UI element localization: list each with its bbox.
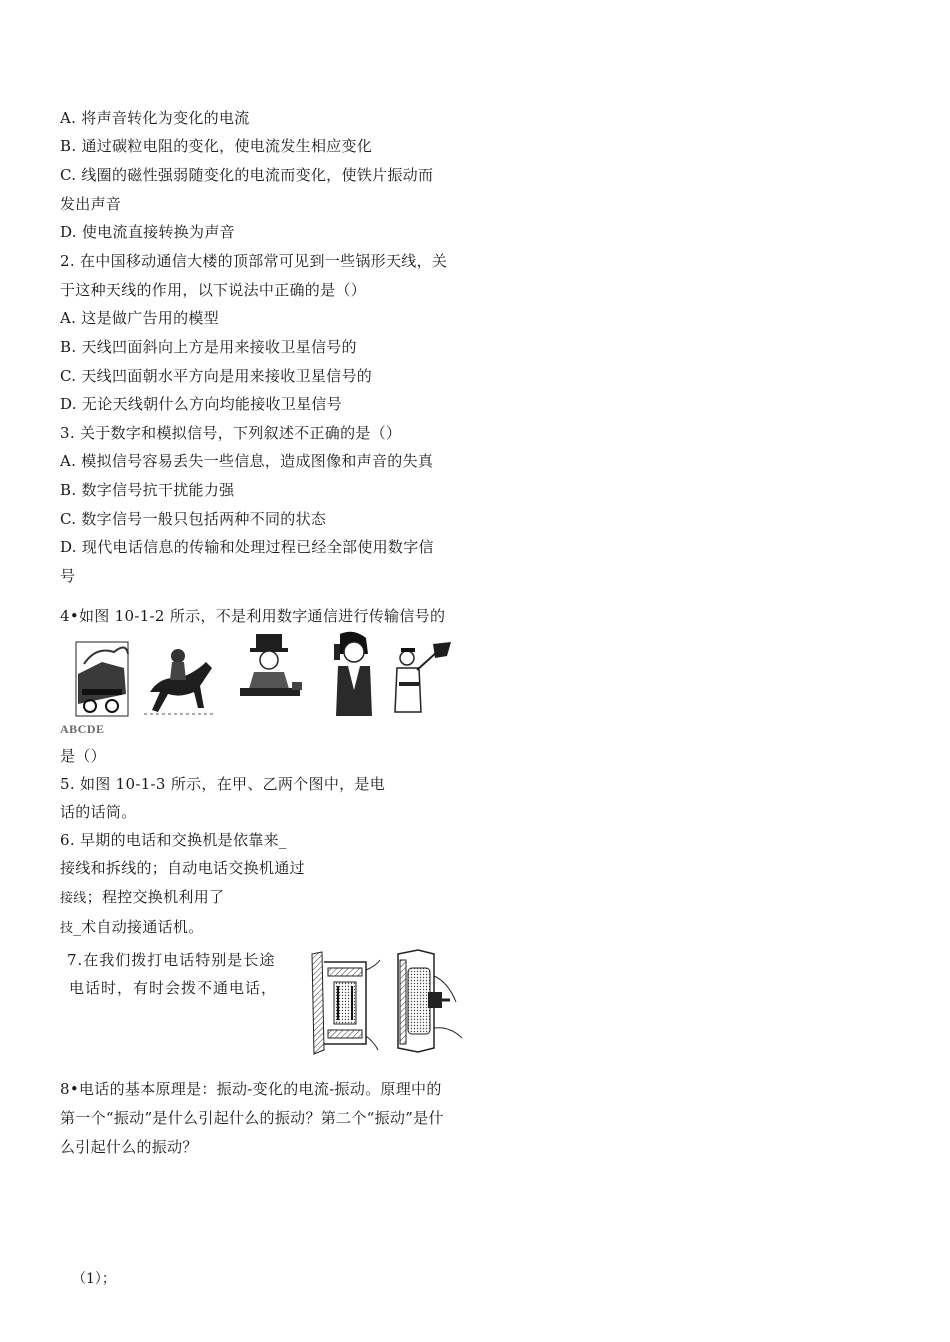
q7-line-2: 电话时，有时会拨不通电话， — [69, 979, 278, 997]
q3-option-a: A. 模拟信号容易丢失一些信息，造成图像和声音的失真 — [60, 452, 434, 470]
q6-line-1: 6. 早期的电话和交换机是依靠来_ — [60, 831, 287, 849]
q6-line-4 — [60, 917, 204, 939]
q8-line-3: 么引起什么的振动？ — [60, 1138, 198, 1156]
q6-line-3 — [60, 887, 224, 909]
q2-option-d: D. 无论天线朝什么方向均能接收卫星信号 — [60, 395, 343, 413]
q5-stem-cont: 话的话筒。 — [60, 803, 137, 821]
answer-stub: （1）； — [72, 1271, 116, 1287]
q8-line-2: 第一个“振动”是什么引起什么的振动？第二个“振动”是什 — [60, 1109, 444, 1127]
q6-line-4-start: 技 — [60, 921, 74, 936]
figure-caption-letters: ABCDE — [60, 722, 105, 736]
q1-option-d: D. 使电流直接转换为声音 — [60, 223, 235, 241]
q3-option-d-cont: 号 — [60, 567, 76, 585]
q3-option-d: D. 现代电话信息的传输和处理过程已经全部使用数字信 — [60, 538, 434, 556]
q3-option-b: B. 数字信号抗干扰能力强 — [60, 481, 235, 499]
q2-option-c: C. 天线凹面朝水平方向是用来接收卫星信号的 — [60, 367, 373, 385]
figure-e-flag-signaller — [393, 640, 453, 714]
q5-stem: 5. 如图 10-1-3 所示，在甲、乙两个图中，是电 — [60, 775, 386, 793]
figure-telephone-cross-sections — [308, 946, 466, 1058]
q4-stem: 4•如图 10-1-2 所示，不是利用数字通信进行传输信号的 — [60, 607, 446, 625]
q1-option-a: A. 将声音转化为变化的电流 — [60, 109, 250, 127]
q7-line-1: 7.在我们拨打电话特别是长途 — [67, 951, 276, 969]
q6-line-2: 接线和拆线的；自动电话交换机通过 — [60, 859, 305, 877]
q2-stem-cont: 于这种天线的作用，以下说法中正确的是（） — [60, 281, 367, 299]
q2-stem: 2. 在中国移动通信大楼的顶部常可见到一些锅形天线，关 — [60, 252, 448, 270]
figure-a-steam-train — [74, 634, 132, 720]
figure-c-telegraph-operator — [232, 632, 306, 702]
q1-option-c-cont: 发出声音 — [60, 195, 122, 213]
q3-option-c: C. 数字信号一般只包括两种不同的状态 — [60, 510, 327, 528]
q2-option-a: A. 这是做广告用的模型 — [60, 309, 219, 327]
q8-line-1: 8•电话的基本原理是：振动-变化的电流-振动。原理中的 — [60, 1080, 442, 1098]
q4-stem-tail: 是（） — [60, 747, 106, 765]
q6-line-4-rest: _术自动接通话机。 — [73, 918, 204, 936]
q2-option-b: B. 天线凹面斜向上方是用来接收卫星信号的 — [60, 338, 357, 356]
figure-b-horse-rider — [140, 642, 218, 720]
figure-d-phone-caller — [330, 630, 376, 720]
q3-stem: 3. 关于数字和模拟信号，下列叙述不正确的是（） — [60, 424, 402, 442]
q6-line-3-start: 接线 — [60, 891, 87, 906]
q6-line-3-rest: ；程控交换机利用了 — [86, 888, 225, 906]
q1-option-b: B. 通过碳粒电阻的变化，使电流发生相应变化 — [60, 137, 373, 155]
q1-option-c: C. 线圈的磁性强弱随变化的电流而变化，使铁片振动而 — [60, 166, 434, 184]
